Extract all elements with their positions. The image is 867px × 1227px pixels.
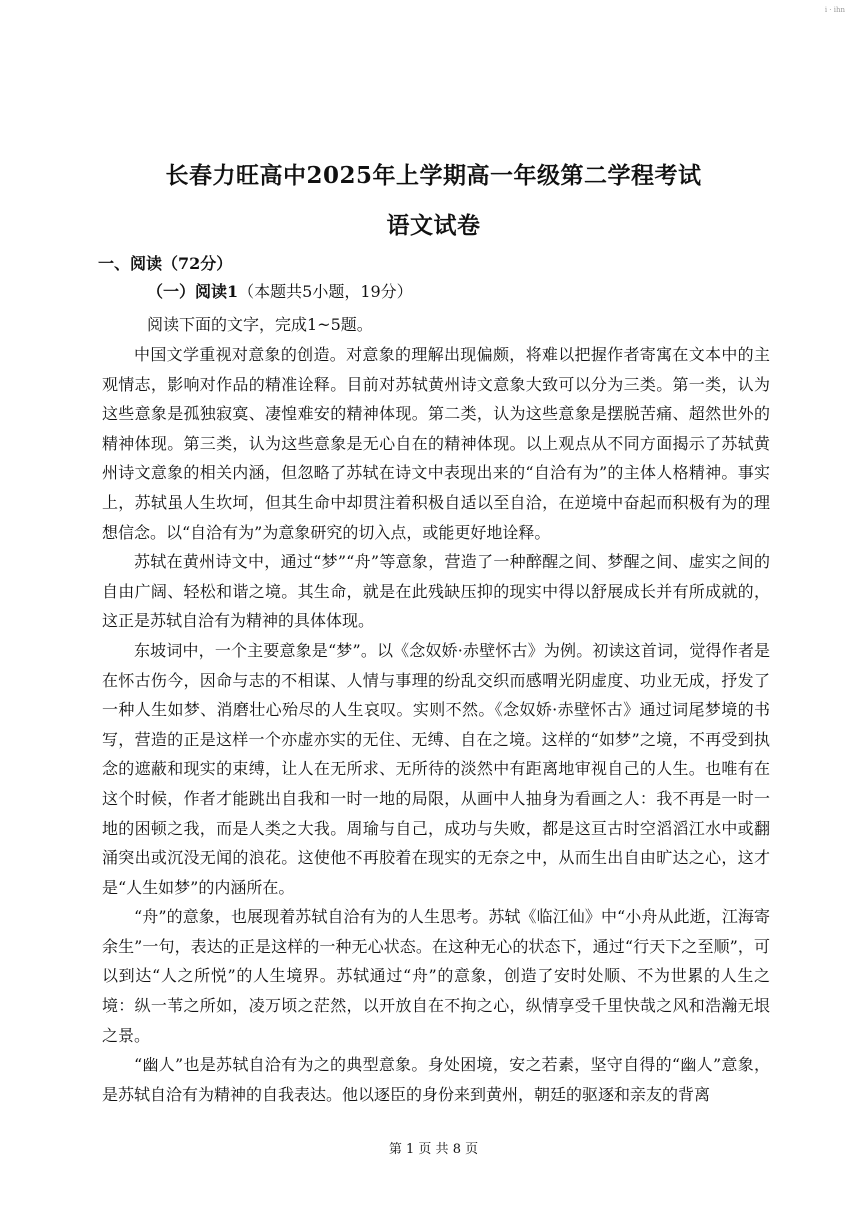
passage-paragraph-1: 中国文学重视对意象的创造。对意象的理解出现偏颇，将难以把握作者寄寓在文本中的主观情志，影响对作品的精准诠释。目前对苏轼黄州诗文意象大致可以分为三类。第一类，认为这些意象是孤独寂寞、凄惶难安的精神体现。第二类，认为这些意象是摆脱苦痛、超然世外的精神体现。第三类，认为这些意象是无心自在的精神体现。以上观点从不同方面揭示了苏轼黄州诗文意象的相关内涵，但忽略了苏轼在诗文中表现出来的“自洽有为”的主体人格精神。事实上，苏轼虽人生坎坷，但其生命中却贯注着积极自适以至自洽，在逆境中奋起而积极有为的理想信念。以“自洽有为”为意象研究的切入点，或能更好地诠释。 (102, 345, 770, 542)
subsection-label: （一）阅读1 (147, 282, 239, 301)
subsection-heading (147, 279, 413, 302)
exam-subtitle: 语文试卷 (386, 212, 481, 239)
passage-paragraph-4: “舟”的意象，也展现着苏轼自洽有为的人生思考。苏轼《临江仙》中“小舟从此逝，江海寄余生”一句，表达的正是这样的一种无心状态。在这种无心的状态下，通过“行天下之至顺”，可以到达“人之所悦”的人生境界。苏轼通过“舟”的意象，创造了安时处顺、不为世累的人生之境：纵一苇之所如，凌万顷之茫然，以开放自在不拘之心，纵情享受千里快哉之风和浩瀚无垠之景。 (102, 907, 770, 1045)
reading-passage (102, 340, 770, 1109)
exam-title: 长春力旺高中2025年上学期高一年级第二学程考试 (165, 162, 702, 189)
passage-paragraph-2: 苏轼在黄州诗文中，通过“梦”“舟”等意象，营造了一种醉醒之间、梦醒之间、虚实之间的自由广阔、轻松和谐之境。其生命，就是在此残缺压抑的现实中得以舒展成长并有所成就的，这正是苏轼自洽有为精神的具体体现。 (102, 552, 770, 631)
page-footer: 第 1 页 共 8 页 (388, 1142, 479, 1157)
subsection-note: （本题共5小题，19分） (238, 282, 413, 301)
corner-mark: i · ihn (824, 6, 845, 14)
reading-instruction: 阅读下面的文字，完成1~5题。 (147, 315, 373, 334)
passage-paragraph-5: “幽人”也是苏轼自洽有为之的典型意象。身处困境，安之若素，坚守自得的“幽人”意象，是苏轼自洽有为精神的自我表达。他以逐臣的身份来到黄州，朝廷的驱逐和亲友的背离 (102, 1055, 770, 1104)
passage-paragraph-3: 东坡词中，一个主要意象是“梦”。以《念奴娇·赤壁怀古》为例。初读这首词，觉得作者是在怀古伤今，因命与志的不相谋、人情与事理的纷乱交织而感喟光阴虚度、功业无成，抒发了一种人生如梦、消磨壮心殆尽的人生哀叹。实则不然。《念奴娇·赤壁怀古》通过词尾梦境的书写，营造的正是这样一个亦虚亦实的无住、无缚、自在之境。这样的“如梦”之境，不再受到执念的遮蔽和现实的束缚，让人在无所求、无所待的淡然中有距离地审视自己的人生。也唯有在这个时候，作者才能跳出自我和一时一地的局限，从画中人抽身为看画之人：我不再是一时一地的困顿之我，而是人类之大我。周瑜与自己，成功与失败，都是这亘古时空滔滔江水中或翻涌突出或沉没无闻的浪花。这使他不再胶着在现实的无奈之中，从而生出自由旷达之心，这才是“人生如梦”的内涵所在。 (102, 640, 770, 897)
section-heading: 一、阅读（72分） (98, 254, 233, 273)
